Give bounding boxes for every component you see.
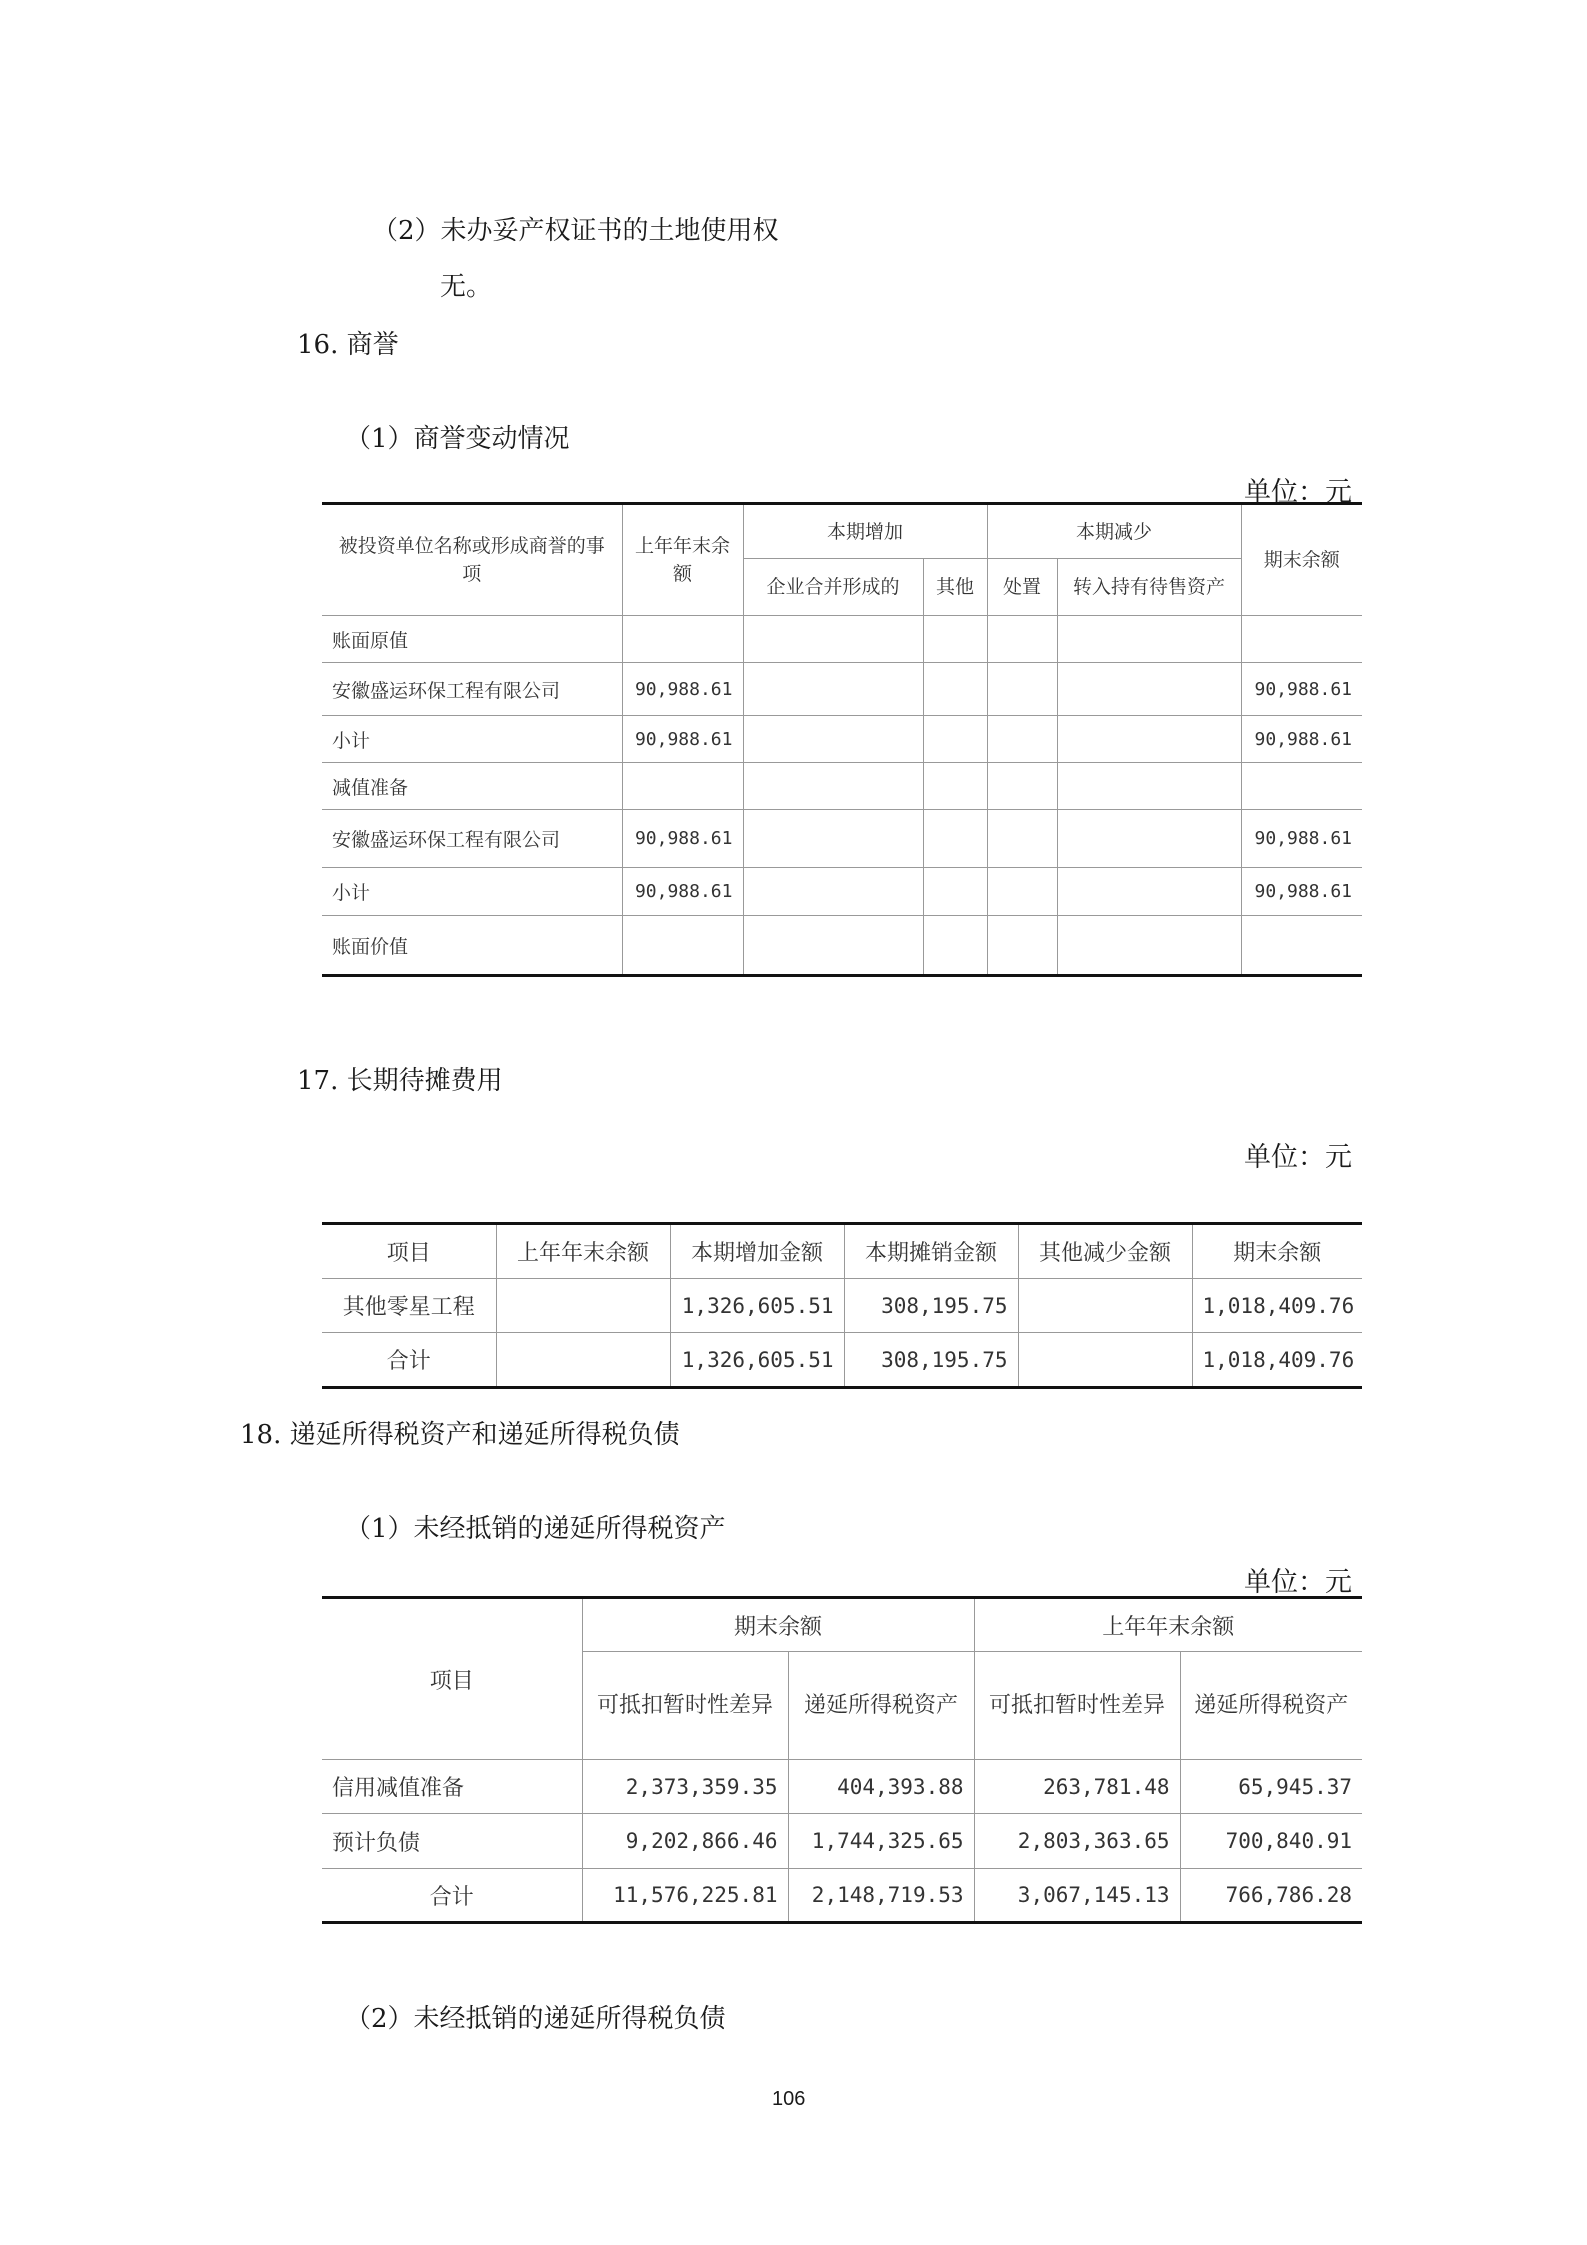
table-row	[322, 716, 1362, 763]
header-item: 项目	[322, 1598, 582, 1760]
table-row	[322, 868, 1362, 916]
header-dec-dispose: 处置	[987, 559, 1057, 616]
row-begin: 90,988.61	[622, 810, 743, 868]
section-title-long-term-prepaid: 17. 长期待摊费用	[297, 1066, 503, 1096]
row-begin: 90,988.61	[622, 868, 743, 916]
row-item: 预计负债	[322, 1814, 582, 1869]
row-end-asset: 404,393.88	[788, 1760, 974, 1814]
row-name: 账面原值	[322, 616, 622, 663]
row-amortization: 308,195.75	[844, 1333, 1018, 1388]
header-inc-merge: 企业合并形成的	[743, 559, 923, 616]
row-begin	[496, 1279, 670, 1333]
row-end: 1,018,409.76	[1192, 1279, 1362, 1333]
table-row	[322, 1760, 1362, 1814]
row-other-decrease	[1018, 1279, 1192, 1333]
row-begin	[622, 616, 743, 663]
row-end	[1241, 616, 1362, 663]
header-begin-balance: 上年年末余额	[496, 1224, 670, 1279]
row-end	[1241, 916, 1362, 976]
row-begin-diff: 3,067,145.13	[974, 1869, 1180, 1923]
section-title-goodwill: 16. 商誉	[297, 330, 399, 360]
row-end: 90,988.61	[1241, 868, 1362, 916]
header-other-decrease: 其他减少金额	[1018, 1224, 1192, 1279]
row-end-diff: 11,576,225.81	[582, 1869, 788, 1923]
unit-label: 单位：元	[1244, 1567, 1352, 1598]
row-end: 90,988.61	[1241, 663, 1362, 716]
subsection-title-deferred-tax-assets: （1）未经抵销的递延所得税资产	[345, 1514, 726, 1544]
header-end-asset: 递延所得税资产	[788, 1652, 974, 1760]
header-name: 被投资单位名称或形成商誉的事项	[322, 504, 622, 616]
deferred-tax-assets-table	[322, 1596, 1362, 1924]
table-row	[322, 616, 1362, 663]
table-row	[322, 916, 1362, 976]
table-header-row	[322, 1224, 1362, 1279]
row-name: 小计	[322, 868, 622, 916]
row-begin-diff: 263,781.48	[974, 1760, 1180, 1814]
table-row	[322, 1869, 1362, 1923]
header-increase: 本期增加金额	[670, 1224, 844, 1279]
table-row	[322, 1279, 1362, 1333]
row-item: 信用减值准备	[322, 1760, 582, 1814]
row-end: 90,988.61	[1241, 810, 1362, 868]
row-end: 1,018,409.76	[1192, 1333, 1362, 1388]
row-begin-diff: 2,803,363.65	[974, 1814, 1180, 1869]
row-begin: 90,988.61	[622, 663, 743, 716]
page-number: 106	[772, 2088, 806, 2110]
header-begin-asset: 递延所得税资产	[1180, 1652, 1362, 1760]
header-end-diff: 可抵扣暂时性差异	[582, 1652, 788, 1760]
header-dec-hfs: 转入持有待售资产	[1057, 559, 1241, 616]
row-begin-asset: 766,786.28	[1180, 1869, 1362, 1923]
header-increase: 本期增加	[743, 504, 987, 559]
row-item: 合计	[322, 1333, 496, 1388]
header-end-balance: 期末余额	[1241, 504, 1362, 616]
header-inc-other: 其他	[923, 559, 987, 616]
row-name: 小计	[322, 716, 622, 763]
header-end-balance: 期末余额	[1192, 1224, 1362, 1279]
row-amortization: 308,195.75	[844, 1279, 1018, 1333]
row-end-asset: 2,148,719.53	[788, 1869, 974, 1923]
row-item: 其他零星工程	[322, 1279, 496, 1333]
row-end-diff: 9,202,866.46	[582, 1814, 788, 1869]
table-row	[322, 663, 1362, 716]
subsection-title-unregistered-land: （2）未办妥产权证书的土地使用权	[372, 216, 779, 246]
row-begin: 90,988.61	[622, 716, 743, 763]
table-row	[322, 810, 1362, 868]
unit-label: 单位：元	[1244, 477, 1352, 508]
long-term-prepaid-table	[322, 1222, 1362, 1389]
header-begin-balance: 上年年末余额	[974, 1598, 1362, 1652]
row-end	[1241, 763, 1362, 810]
row-increase: 1,326,605.51	[670, 1333, 844, 1388]
row-name: 安徽盛运环保工程有限公司	[322, 663, 622, 716]
table-row	[322, 1814, 1362, 1869]
row-end-asset: 1,744,325.65	[788, 1814, 974, 1869]
goodwill-table	[322, 502, 1362, 977]
row-item: 合计	[322, 1869, 582, 1923]
row-end-diff: 2,373,359.35	[582, 1760, 788, 1814]
table-row	[322, 1333, 1362, 1388]
row-other-decrease	[1018, 1333, 1192, 1388]
row-begin-asset: 700,840.91	[1180, 1814, 1362, 1869]
row-begin-asset: 65,945.37	[1180, 1760, 1362, 1814]
header-decrease: 本期减少	[987, 504, 1241, 559]
unit-label: 单位：元	[1244, 1142, 1352, 1173]
none-text: 无。	[440, 272, 493, 302]
row-begin	[496, 1333, 670, 1388]
subsection-title-goodwill-changes: （1）商誉变动情况	[345, 424, 570, 454]
header-end-balance: 期末余额	[582, 1598, 974, 1652]
row-name: 账面价值	[322, 916, 622, 976]
table-row	[322, 763, 1362, 810]
section-title-deferred-tax: 18. 递延所得税资产和递延所得税负债	[240, 1420, 680, 1450]
header-begin-diff: 可抵扣暂时性差异	[974, 1652, 1180, 1760]
row-name: 安徽盛运环保工程有限公司	[322, 810, 622, 868]
row-name: 减值准备	[322, 763, 622, 810]
row-begin	[622, 916, 743, 976]
row-end: 90,988.61	[1241, 716, 1362, 763]
header-amortization: 本期摊销金额	[844, 1224, 1018, 1279]
header-begin-balance: 上年年末余额	[622, 504, 743, 616]
row-increase: 1,326,605.51	[670, 1279, 844, 1333]
row-begin	[622, 763, 743, 810]
header-item: 项目	[322, 1224, 496, 1279]
subsection-title-deferred-tax-liabilities: （2）未经抵销的递延所得税负债	[345, 2004, 726, 2034]
